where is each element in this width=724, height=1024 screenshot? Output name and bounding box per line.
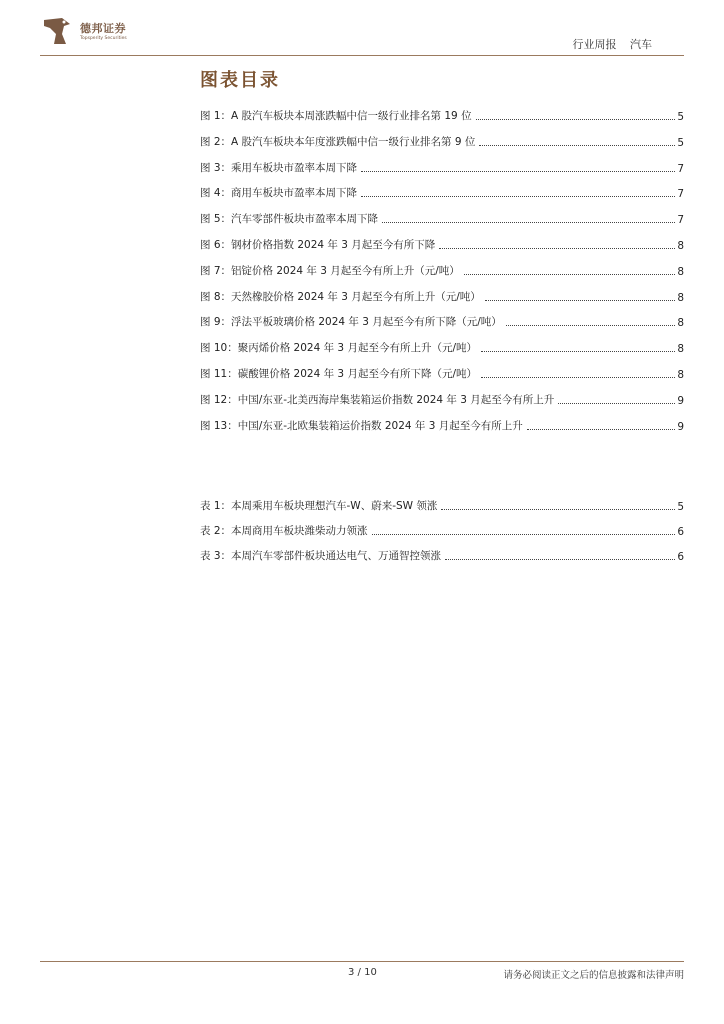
leader-dots (441, 508, 675, 510)
leader-dots (372, 533, 676, 535)
logo-english-name: Topsperity Securities (80, 36, 127, 41)
table-entry[interactable] (200, 497, 684, 513)
figure-entry-page: 5 (677, 136, 684, 149)
figure-entry-label: 图 4：商用车板块市盈率本周下降 (200, 187, 358, 200)
figure-entry[interactable] (200, 184, 684, 200)
footer-disclaimer: 请务必阅读正文之后的信息披露和法律声明 (503, 970, 684, 981)
figure-entry-page: 9 (677, 420, 684, 433)
header-divider (40, 55, 684, 56)
leader-dots (481, 376, 675, 378)
leader-dots (382, 221, 675, 223)
figure-entry-page: 8 (677, 343, 684, 356)
figure-entry[interactable] (200, 262, 684, 278)
leader-dots (464, 273, 676, 275)
figure-entry[interactable] (200, 159, 684, 175)
figure-entry-label: 图 1：A 股汽车板块本周涨跌幅中信一级行业排名第 19 位 (200, 110, 472, 122)
figure-entry-page: 8 (677, 291, 684, 304)
figure-entry[interactable] (200, 210, 684, 226)
table-entry-label: 表 3：本周汽车零部件板块通达电气、万通智控领涨 (200, 550, 442, 562)
figure-entry-page: 8 (677, 369, 684, 381)
figure-entry-page: 8 (677, 317, 684, 330)
leader-dots (481, 350, 675, 352)
figure-entry[interactable] (200, 339, 684, 355)
report-type: 行业周报 (572, 38, 617, 51)
table-entry-label: 表 1：本周乘用车板块理想汽车-W、蔚来-SW 领涨 (200, 500, 438, 512)
leader-dots (485, 299, 676, 301)
page-header (0, 0, 724, 60)
figure-entry-page: 5 (677, 111, 684, 123)
footer-divider (40, 961, 684, 962)
figure-entry-label: 图 7：铝锭价格 2024 年 3 月起至今有所上升（元/吨） (200, 264, 460, 277)
figure-entry-page: 7 (677, 214, 684, 227)
table-entry-page: 5 (677, 501, 684, 513)
table-entry-page: 6 (677, 551, 684, 563)
figure-entry[interactable] (200, 417, 684, 433)
figure-entry-label: 图 12：中国/东亚-北美西海岸集装箱运价指数 2024 年 3 月起至今有所上升 (200, 393, 555, 406)
leader-dots (527, 428, 676, 430)
page-number: 3 / 10 (348, 967, 377, 978)
figure-entry[interactable] (200, 391, 684, 407)
figure-entry-label: 图 3：乘用车板块市盈率本周下降 (200, 161, 358, 174)
logo-mark-icon (40, 14, 74, 48)
leader-dots (476, 118, 676, 120)
figure-entry[interactable] (200, 133, 684, 149)
leader-dots (439, 247, 675, 249)
report-category (563, 36, 653, 52)
table-entry-label: 表 2：本周商用车板块潍柴动力领涨 (200, 525, 368, 537)
leader-dots (361, 195, 675, 197)
figure-entry-label: 图 8：天然橡胶价格 2024 年 3 月起至今有所上升（元/吨） (200, 290, 481, 303)
figure-entry[interactable] (200, 288, 684, 304)
figure-entry-page: 9 (677, 394, 684, 407)
leader-dots (479, 144, 675, 146)
toc-title: 图表目录 (200, 70, 280, 91)
table-entry-page: 6 (677, 526, 684, 538)
figure-entry-page: 8 (677, 265, 684, 278)
figure-entry-label: 图 2：A 股汽车板块本年度涨跌幅中信一级行业排名第 9 位 (200, 135, 476, 148)
figure-entry-page: 7 (677, 188, 684, 201)
company-logo (40, 14, 150, 48)
figure-entry-label: 图 10：聚丙烯价格 2024 年 3 月起至今有所上升（元/吨） (200, 342, 477, 355)
logo-chinese-name: 德邦证券 (80, 22, 126, 35)
figure-entry-label: 图 11：碳酸锂价格 2024 年 3 月起至今有所下降（元/吨） (200, 368, 477, 380)
leader-dots (445, 558, 675, 560)
leader-dots (558, 402, 675, 404)
figure-entry[interactable] (200, 236, 684, 252)
figure-entry[interactable] (200, 365, 684, 381)
figure-entry[interactable] (200, 313, 684, 329)
figure-entry-page: 8 (677, 240, 684, 252)
report-sector: 汽车 (630, 38, 652, 51)
figure-entry-label: 图 6：钢材价格指数 2024 年 3 月起至今有所下降 (200, 239, 436, 251)
table-entry[interactable] (200, 547, 684, 563)
figure-entry-label: 图 9：浮法平板玻璃价格 2024 年 3 月起至今有所下降（元/吨） (200, 316, 502, 329)
figure-entry[interactable] (200, 107, 684, 123)
table-entry[interactable] (200, 522, 684, 538)
figure-entry-label: 图 5：汽车零部件板块市盈率本周下降 (200, 213, 379, 226)
figure-entry-page: 7 (677, 162, 684, 175)
leader-dots (506, 324, 676, 326)
figure-entry-label: 图 13：中国/东亚-北欧集装箱运价指数 2024 年 3 月起至今有所上升 (200, 419, 523, 432)
leader-dots (361, 170, 675, 172)
